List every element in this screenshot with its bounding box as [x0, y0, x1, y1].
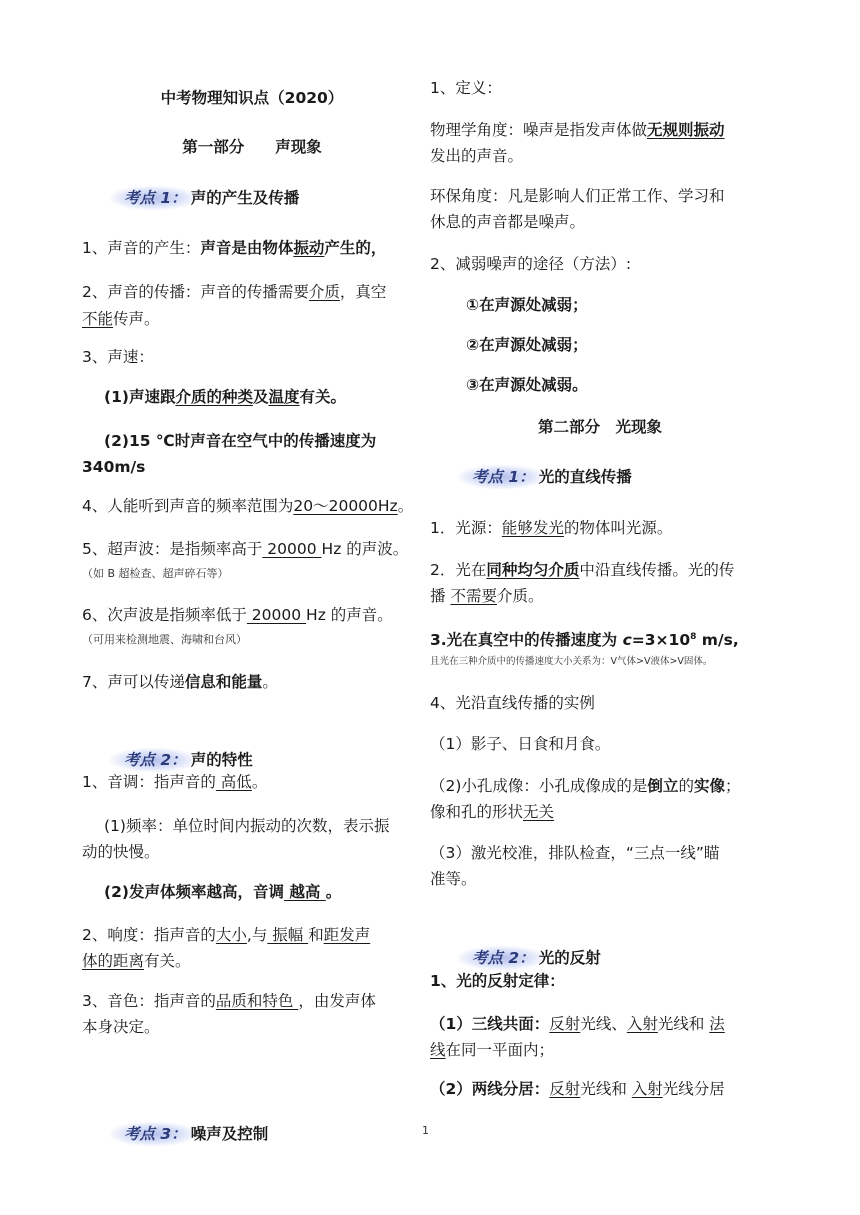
paragraph: 本身决定。 — [82, 1018, 160, 1036]
paragraph: 1．光源：能够发光的物体叫光源。 — [430, 519, 673, 537]
section-heading-part2: 第二部分 光现象 — [537, 418, 662, 436]
paragraph: (2)15 ℃时声音在空气中的传播速度为 — [104, 432, 377, 450]
paragraph: 播 不需要介质。 — [430, 587, 544, 605]
paragraph: 2、减弱噪声的途径（方法）: — [430, 255, 632, 273]
paragraph: 物理学角度：噪声是指发声体做无规则振动 — [430, 121, 725, 139]
paragraph: （2)小孔成像：小孔成像成的是倒立的实像； — [430, 777, 741, 795]
note: （如 B 超检查、超声碎石等） — [82, 567, 229, 580]
paragraph: 2、声音的传播：声音的传播需要介质，真空 — [82, 283, 387, 301]
note: （可用来检测地震、海啸和台风） — [82, 633, 247, 646]
topic-heading-4: 考点 1： 光的直线传播 — [468, 463, 808, 491]
paragraph: 1、声音的产生：声音是由物体振动产生的， — [82, 239, 387, 257]
paragraph: 准等。 — [430, 870, 477, 888]
paragraph: 340m/s — [82, 458, 146, 476]
paragraph: 休息的声音都是噪声。 — [430, 213, 586, 231]
paragraph: 5、超声波：是指频率高于 20000 Hz 的声波。 — [82, 540, 409, 558]
page-number: 1 — [422, 1124, 429, 1137]
paragraph: (2)发声体频率越高，音调 越高 。 — [104, 883, 342, 901]
paragraph: 7、声可以传递信息和能量。 — [82, 673, 278, 691]
paragraph: 2．光在同种均匀介质中沿直线传播。光的传 — [430, 561, 735, 579]
right-column — [430, 0, 770, 1098]
paragraph: 体的距离有关。 — [82, 952, 191, 970]
paragraph: 发出的声音。 — [430, 147, 524, 165]
topic-heading-5: 考点 2： 光的反射 — [468, 944, 808, 972]
paragraph: 1、定义： — [430, 79, 502, 97]
paragraph: 6、次声波是指频率低于 20000 Hz 的声音。 — [82, 606, 393, 624]
page-title: 中考物理知识点（2020） — [160, 89, 344, 107]
left-column — [82, 0, 422, 1143]
topic-tag: 考点 1： — [468, 463, 539, 491]
paragraph: 1、音调：指声音的 高低。 — [82, 773, 268, 791]
paragraph: 1、光的反射定律： — [430, 972, 565, 990]
topic-tag: 考点 2： — [120, 746, 191, 774]
paragraph: 不能传声。 — [82, 310, 160, 328]
paragraph: 3.光在真空中的传播速度为 $c=3\times 10^8$ m/s, — [430, 631, 739, 650]
list-item: ②在声源处减弱； — [466, 336, 588, 354]
paragraph: （1）影子、日食和月食。 — [430, 735, 611, 753]
paragraph: （1）三线共面：反射光线、入射光线和 法 — [430, 1015, 725, 1033]
topic-heading-1: 考点 1： 声的产生及传播 — [120, 184, 460, 212]
paragraph: （2）两线分居：反射光线和 入射光线分居 — [430, 1080, 725, 1098]
paragraph: 2、响度：指声音的大小,与 振幅 和距发声 — [82, 926, 371, 944]
paragraph: 线在同一平面内； — [430, 1041, 555, 1059]
paragraph: （3）激光校准，排队检查，“三点一线”瞄 — [430, 844, 720, 862]
section-heading-part1: 第一部分 声现象 — [182, 138, 322, 156]
paragraph: 3、声速： — [82, 348, 154, 366]
paragraph: 4、人能听到声音的频率范围为20～20000Hz。 — [82, 497, 414, 515]
topic-tag: 考点 2： — [468, 944, 539, 972]
paragraph: 动的快慢。 — [82, 843, 160, 861]
topic-heading-2: 考点 2： 声的特性 — [120, 746, 460, 774]
paragraph: 4、光沿直线传播的实例 — [430, 694, 595, 712]
paragraph: (1)频率：单位时间内振动的次数，表示振 — [104, 817, 390, 835]
list-item: ③在声源处减弱。 — [466, 376, 588, 394]
topic-tag: 考点 3： — [120, 1120, 191, 1148]
paragraph: 像和孔的形状无关 — [430, 803, 555, 821]
note: 且光在三种介质中的传播速度大小关系为：V气体>V液体>V固体。 — [430, 656, 713, 667]
list-item: ①在声源处减弱； — [466, 296, 588, 314]
paragraph: 环保角度：凡是影响人们正常工作、学习和 — [430, 187, 725, 205]
paragraph: 3、音色：指声音的品质和特色 ，由发声体 — [82, 992, 376, 1010]
topic-tag: 考点 1： — [120, 184, 191, 212]
topic-heading-3: 考点 3： 噪声及控制 — [120, 1120, 460, 1148]
paragraph: (1)声速跟介质的种类及温度有关。 — [104, 388, 347, 406]
